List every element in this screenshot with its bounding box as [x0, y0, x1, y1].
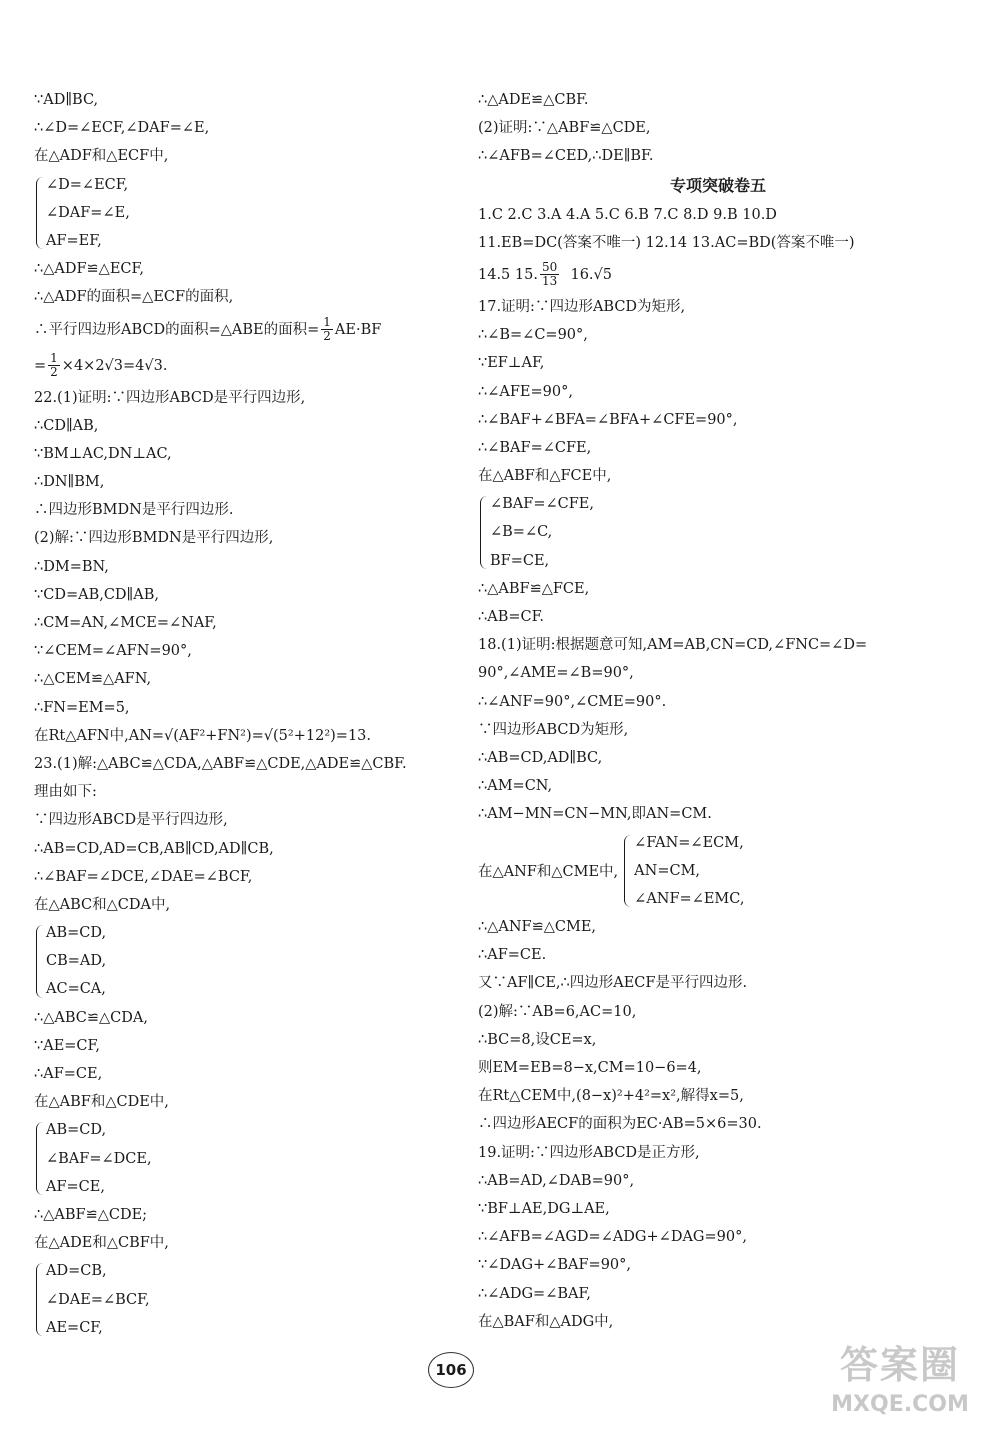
text-line: ∴△ADE≌△CBF. — [478, 92, 589, 108]
text-line: AE=CF, — [46, 1319, 103, 1336]
text-line: ∴△ABF≌△CDE; — [34, 1206, 148, 1223]
text-line: ∠B=∠C, — [490, 524, 553, 541]
brace-system — [34, 919, 454, 1004]
text-line: ∵BM⊥AC,DN⊥AC, — [34, 445, 172, 462]
text-line: ∴AM−MN=CN−MN,即AN=CM. — [478, 806, 712, 823]
text-line: ∴∠ANF=90°,∠CME=90°. — [478, 693, 667, 710]
text-line: ∴∠AFB=∠AGD=∠ADG+∠DAG=90°, — [478, 1229, 747, 1246]
text-line: AB=CD, — [46, 925, 107, 942]
brace-system — [478, 490, 958, 575]
text-segment: AE·BF — [334, 321, 382, 338]
text-segment: ∴平行四边形ABCD的面积=△ABE的面积= — [34, 321, 320, 338]
text-line: ∵CD=AB,CD∥AB, — [34, 586, 159, 603]
text-segment: 16.√5 — [570, 266, 612, 283]
text-line: ∴∠BAF=∠CFE, — [478, 439, 592, 456]
text-line: ∠DAE=∠BCF, — [46, 1291, 150, 1308]
question-22-line: 22.(1)证明:∵四边形ABCD是平行四边形, — [34, 389, 306, 406]
text-line: AN=CM, — [634, 862, 701, 879]
inline-brace-system — [478, 829, 958, 914]
text-line: 又∵AF∥CE,∴四边形AECF是平行四边形. — [478, 975, 748, 992]
text-line: 在△ADE和△CBF中, — [34, 1235, 169, 1252]
text-line: ∴DN∥BM, — [34, 474, 105, 491]
brace-system — [34, 1116, 454, 1201]
text-line: ∴BC=8,设CE=x, — [478, 1031, 597, 1048]
watermark-url: MXQE.COM — [831, 1392, 969, 1417]
brace-system — [622, 829, 744, 914]
text-line: ∠BAF=∠CFE, — [490, 496, 594, 513]
text-line: ∴△CEM≌△AFN, — [34, 671, 152, 688]
text-line: 在△ADF和△ECF中, — [34, 148, 169, 165]
text-line: ∴△ADF的面积=△ECF的面积, — [34, 289, 234, 306]
text-line: ∴△ABC≌△CDA, — [34, 1009, 148, 1026]
text-line: ∴∠ADG=∠BAF, — [478, 1285, 591, 1302]
text-line: 理由如下: — [34, 784, 97, 801]
text-segment: ×4×2√3=4√3. — [61, 357, 168, 374]
fraction-denominator: 2 — [50, 365, 58, 379]
text-line: ∵四边形ABCD为矩形, — [478, 721, 629, 738]
text-line: ∴AF=CE, — [34, 1066, 103, 1082]
text-line: AD=CB, — [46, 1263, 107, 1280]
text-line: AF=EF, — [46, 232, 102, 249]
text-segment: 在△ANF和△CME中, — [478, 864, 619, 881]
text-line: CB=AD, — [46, 953, 107, 970]
left-column — [34, 86, 454, 1342]
text-line: ∴∠BAF+∠BFA=∠BFA+∠CFE=90°, — [478, 411, 738, 428]
fraction-half — [321, 316, 333, 343]
text-line: ∴∠B=∠C=90°, — [478, 327, 588, 344]
text-line: 则EM=EB=8−x,CM=10−6=4, — [478, 1060, 702, 1076]
text-line: ∴FN=EM=5, — [34, 699, 130, 716]
brace-system — [34, 1257, 454, 1342]
text-line: ∵四边形ABCD是平行四边形, — [34, 812, 228, 829]
text-segment: 14.5 15. — [478, 266, 538, 283]
brace-system — [34, 171, 454, 256]
text-line: AB=CD, — [46, 1122, 107, 1139]
answer-line: 1.C 2.C 3.A 4.A 5.C 6.B 7.C 8.D 9.B 10.D — [478, 206, 777, 223]
fraction-numerator: 1 — [50, 351, 58, 365]
fraction-half — [48, 352, 60, 379]
answer-line: 11.EB=DC(答案不唯一) 12.14 13.AC=BD(答案不唯一) — [478, 234, 855, 251]
text-line: ∴AB=AD,∠DAB=90°, — [478, 1172, 635, 1189]
text-line: ∵∠CEM=∠AFN=90°, — [34, 643, 192, 660]
text-line: ∵BF⊥AE,DG⊥AE, — [478, 1200, 610, 1217]
page-number: 106 — [428, 1352, 474, 1388]
text-line: ∴△ANF≌△CME, — [478, 919, 597, 936]
text-line: ∴四边形BMDN是平行四边形. — [34, 502, 234, 519]
text-line: (2)证明:∵△ABF≌△CDE, — [478, 120, 651, 137]
text-line: (2)解:∵AB=6,AC=10, — [478, 1003, 637, 1020]
text-line: ∵∠DAG+∠BAF=90°, — [478, 1257, 632, 1274]
fraction-numerator: 50 — [541, 260, 558, 275]
question-18-line: 18.(1)证明:根据题意可知,AM=AB,CN=CD,∠FNC=∠D= — [478, 637, 868, 654]
fraction-numerator: 1 — [323, 315, 331, 329]
text-line: ∴AF=CE. — [478, 947, 547, 964]
text-line: ∠D=∠ECF, — [46, 176, 129, 193]
text-line: ∵AE=CF, — [34, 1037, 100, 1054]
text-line: ∠BAF=∠DCE, — [46, 1150, 152, 1167]
fraction-q15 — [540, 261, 559, 288]
question-19-line: 19.证明:∵四边形ABCD是正方形, — [478, 1144, 700, 1161]
text-line: ∴∠BAF=∠DCE,∠DAE=∠BCF, — [34, 868, 253, 885]
text-line: ∴CD∥AB, — [34, 417, 99, 434]
question-23-line: 23.(1)解:△ABC≌△CDA,△ABF≌△CDE,△ADE≌△CBF. — [34, 755, 407, 772]
text-line: BF=CE, — [490, 552, 550, 569]
text-line: ∠FAN=∠ECM, — [634, 834, 744, 851]
text-line: ∴△ABF≌△FCE, — [478, 580, 590, 597]
text-line: ∴DM=BN, — [34, 558, 109, 575]
answer-line — [478, 257, 958, 293]
watermark-text: 答案圈 — [839, 1343, 960, 1387]
text-line: ∠DAF=∠E, — [46, 204, 130, 221]
right-column — [478, 86, 958, 1336]
text-line: ∴四边形AECF的面积为EC·AB=5×6=30. — [478, 1116, 762, 1133]
watermark-logo — [810, 1340, 990, 1430]
text-line: (2)解:∵四边形BMDN是平行四边形, — [34, 530, 274, 547]
text-line: ∴∠AFB=∠CED,∴DE∥BF. — [478, 148, 654, 165]
text-line: 在Rt△CEM中,(8−x)²+4²=x²,解得x=5, — [478, 1088, 744, 1105]
text-line: ∴∠AFE=90°, — [478, 383, 573, 400]
text-line: AF=CE, — [46, 1178, 105, 1195]
text-line: ∴CM=AN,∠MCE=∠NAF, — [34, 615, 217, 631]
text-line: ∠ANF=∠EMC, — [634, 890, 745, 907]
fraction-denominator: 13 — [541, 274, 558, 289]
text-line: 在△BAF和△ADG中, — [478, 1313, 614, 1330]
text-line: ∴AB=CF. — [478, 609, 545, 625]
text-line: AC=CA, — [46, 981, 106, 998]
text-line: ∴AB=CD,AD∥BC, — [478, 749, 603, 766]
section-title: 专项突破卷五 — [669, 175, 766, 195]
text-line: ∴△ADF≌△ECF, — [34, 261, 144, 278]
text-line: 在△ABC和△CDA中, — [34, 896, 171, 913]
text-line: ∴∠D=∠ECF,∠DAF=∠E, — [34, 120, 210, 137]
text-line: 90°,∠AME=∠B=90°, — [478, 665, 634, 682]
text-line: ∴AB=CD,AD=CB,AB∥CD,AD∥CB, — [34, 840, 274, 857]
text-line: 在△ABF和△FCE中, — [478, 468, 612, 485]
text-line — [34, 348, 454, 384]
text-line: 在Rt△AFN中,AN=√(AF²+FN²)=√(5²+12²)=13. — [34, 727, 372, 744]
text-segment: = — [34, 357, 47, 374]
text-line: ∵EF⊥AF, — [478, 355, 545, 372]
question-17-line: 17.证明:∵四边形ABCD为矩形, — [478, 298, 686, 315]
text-line: ∴AM=CN, — [478, 778, 553, 795]
fraction-denominator: 2 — [323, 329, 331, 343]
text-line: ∵AD∥BC, — [34, 92, 99, 108]
text-line — [34, 312, 454, 348]
text-line: 在△ABF和△CDE中, — [34, 1094, 169, 1111]
